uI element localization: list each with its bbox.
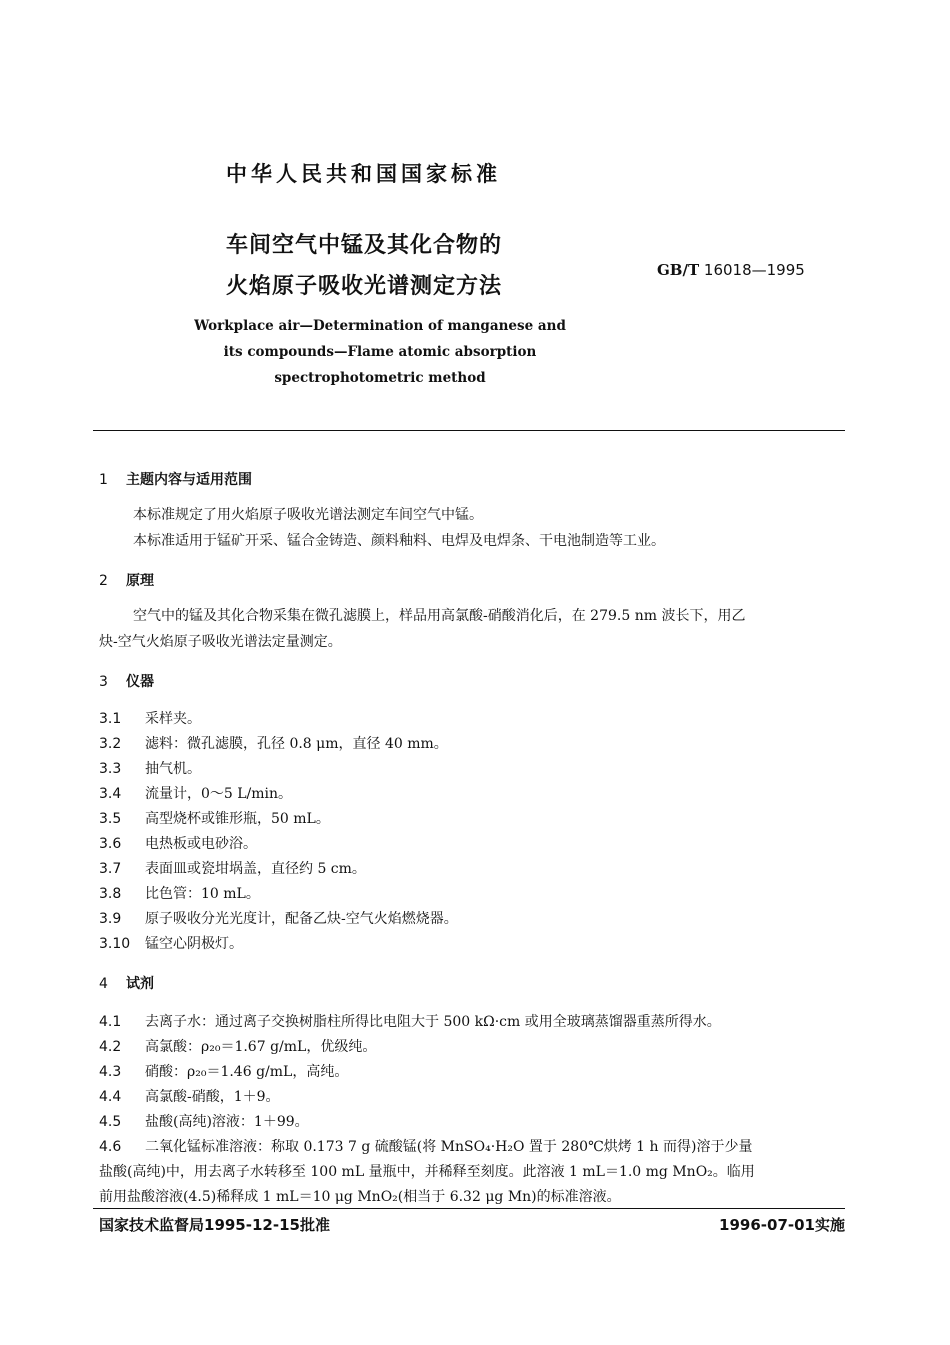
list-item [99, 1111, 309, 1131]
item-text: 电热板或电砂浴。 [145, 836, 257, 852]
section-4-heading [99, 973, 154, 993]
section-title: 仪器 [126, 674, 154, 690]
item-text: 滤料：微孔滤膜，孔径 0.8 μm，直径 40 mm。 [145, 736, 448, 752]
item-4-6-continuation-line1: 盐酸(高纯)中，用去离子水转移至 100 mL 量瓶中，并稀释至刻度。此溶液 1 mL＝1.0 mg MnO₂。临用 [99, 1164, 755, 1180]
standard-code-number: 16018—1995 [703, 261, 805, 279]
item-number: 3.5 [99, 811, 122, 827]
list-item [99, 1136, 752, 1156]
item-number: 4.2 [99, 1039, 122, 1055]
item-number: 3.3 [99, 761, 122, 777]
item-number: 3.10 [99, 936, 131, 952]
list-item [99, 933, 243, 953]
list-item [99, 1061, 348, 1081]
item-number: 3.2 [99, 736, 122, 752]
list-item [99, 1036, 376, 1056]
item-number: 3.9 [99, 911, 122, 927]
title-en-line2: its compounds—Flame atomic absorption [223, 344, 537, 360]
section-title: 原理 [126, 573, 154, 589]
item-4-6-continuation-line2: 前用盐酸溶液(4.5)稀释成 1 mL＝10 μg MnO₂(相当于 6.32 μg Mn)的标准溶液。 [99, 1189, 621, 1205]
section-2-heading [99, 570, 154, 590]
list-item [99, 758, 201, 778]
item-number: 4.3 [99, 1064, 122, 1080]
section-number: 2 [99, 573, 108, 589]
list-item [99, 708, 201, 728]
item-text: 硝酸：ρ₂₀＝1.46 g/mL，高纯。 [145, 1064, 349, 1080]
item-text: 抽气机。 [145, 761, 201, 777]
standard-code-prefix: GB/T [657, 261, 700, 279]
section-1-paragraph-1: 本标准规定了用火焰原子吸收光谱法测定车间空气中锰。 [133, 507, 483, 523]
item-number: 4.5 [99, 1114, 122, 1130]
section-number: 3 [99, 674, 108, 690]
title-en-line1: Workplace air—Determination of manganese and [194, 318, 566, 334]
implementation-date: 1996-07-01实施 [719, 1216, 845, 1234]
section-3-heading [99, 671, 154, 691]
item-number: 3.4 [99, 786, 122, 802]
section-1-paragraph-2: 本标准适用于锰矿开采、锰合金铸造、颜料釉料、电焊及电焊条、干电池制造等工业。 [133, 533, 665, 549]
item-text: 锰空心阴极灯。 [145, 936, 243, 952]
item-text: 去离子水：通过离子交换树脂柱所得比电阻大于 500 kΩ·cm 或用全玻璃蒸馏器重蒸所得水。 [145, 1014, 721, 1030]
item-text: 表面皿或瓷坩埚盖，直径约 5 cm。 [145, 861, 366, 877]
item-text: 原子吸收分光光度计，配备乙炔-空气火焰燃烧器。 [145, 911, 458, 927]
section-title: 试剂 [126, 976, 154, 992]
item-text: 流量计，0～5 L/min。 [145, 786, 293, 802]
national-standard-heading: 中华人民共和国国家标准 [226, 162, 501, 186]
list-item [99, 808, 330, 828]
list-item [99, 1011, 721, 1031]
section-number: 1 [99, 472, 108, 488]
section-2-paragraph-line2: 炔-空气火焰原子吸收光谱法定量测定。 [99, 634, 342, 650]
item-number: 3.6 [99, 836, 122, 852]
list-item [99, 908, 458, 928]
header-divider [93, 430, 845, 431]
item-text: 高型烧杯或锥形瓶，50 mL。 [145, 811, 330, 827]
item-text: 采样夹。 [145, 711, 201, 727]
list-item [99, 858, 366, 878]
section-title: 主题内容与适用范围 [126, 472, 252, 488]
item-text: 盐酸(高纯)溶液：1＋99。 [145, 1114, 309, 1130]
list-item [99, 783, 292, 803]
item-number: 4.1 [99, 1014, 122, 1030]
list-item [99, 883, 260, 903]
section-1-heading [99, 469, 252, 489]
item-number: 3.1 [99, 711, 122, 727]
item-text: 高氯酸：ρ₂₀＝1.67 g/mL，优级纯。 [145, 1039, 377, 1055]
list-item [99, 833, 257, 853]
list-item [99, 733, 448, 753]
item-text: 高氯酸-硝酸，1＋9。 [145, 1089, 280, 1105]
title-cn-line2: 火焰原子吸收光谱测定方法 [226, 274, 503, 299]
item-number: 3.7 [99, 861, 122, 877]
approval-date: 国家技术监督局1995-12-15批准 [99, 1216, 330, 1234]
item-number: 4.6 [99, 1139, 122, 1155]
list-item [99, 1086, 280, 1106]
item-number: 3.8 [99, 886, 122, 902]
section-2-paragraph-line1: 空气中的锰及其化合物采集在微孔滤膜上，样品用高氯酸-硝酸消化后，在 279.5 nm 波长下，用乙 [133, 608, 746, 624]
title-en-line3: spectrophotometric method [274, 370, 486, 386]
standard-code [657, 261, 805, 279]
item-text: 二氧化锰标准溶液：称取 0.173 7 g 硫酸锰(将 MnSO₄·H₂O 置于 280℃烘烤 1 h 而得)溶于少量 [145, 1139, 753, 1155]
section-number: 4 [99, 976, 108, 992]
footer-divider [93, 1208, 845, 1209]
item-number: 4.4 [99, 1089, 122, 1105]
item-text: 比色管：10 mL。 [145, 886, 260, 902]
title-cn-line1: 车间空气中锰及其化合物的 [226, 233, 503, 258]
